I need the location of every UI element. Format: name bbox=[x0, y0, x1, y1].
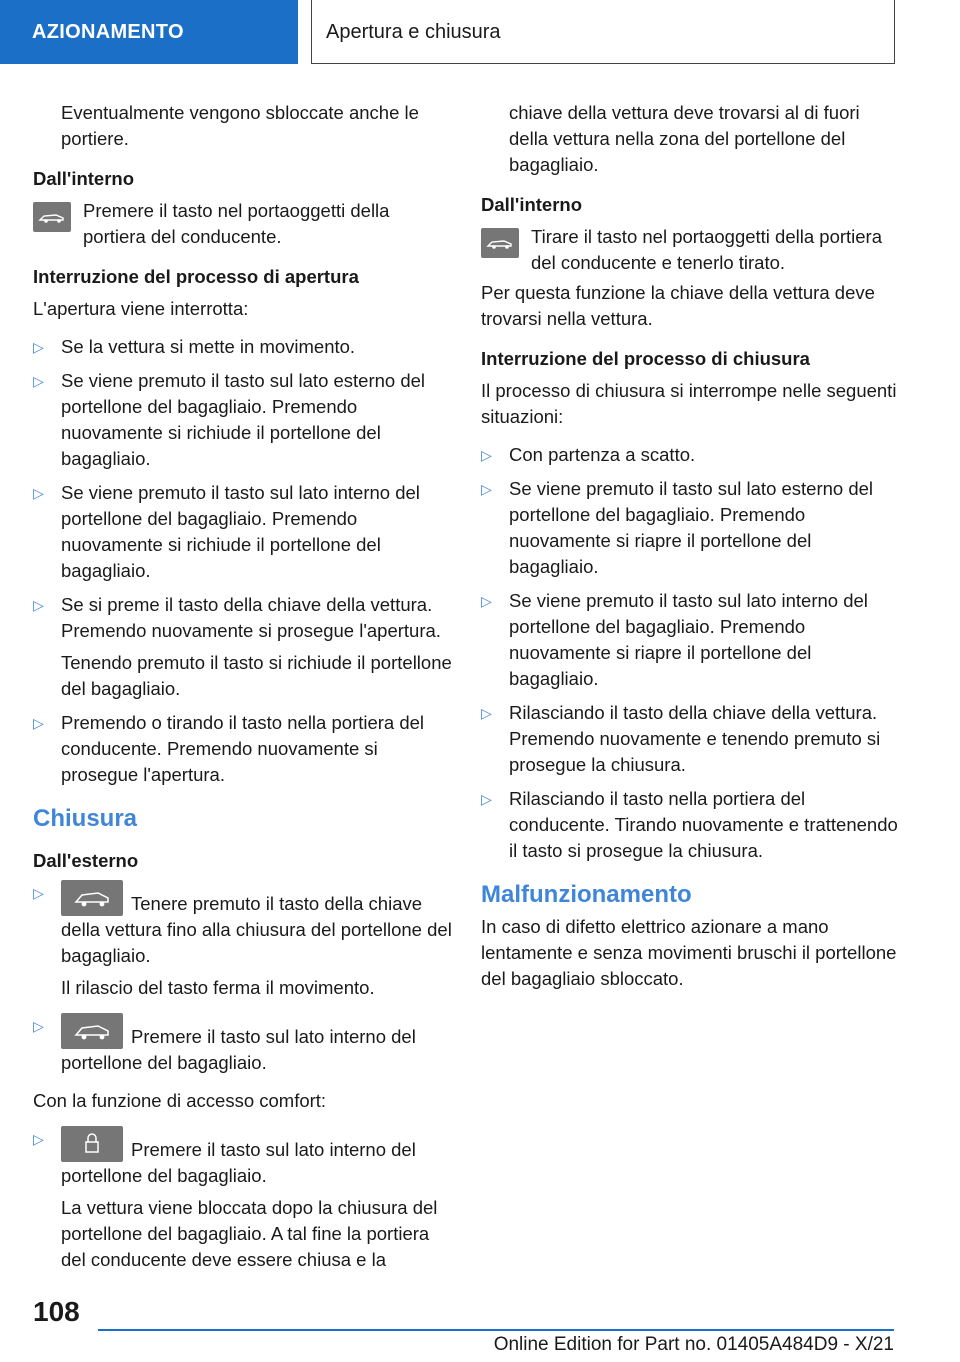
list-item: ▷ Premere il tasto sul lato interno del portellone del bagagliaio. bbox=[33, 1013, 453, 1076]
car-trunk-icon bbox=[481, 228, 519, 258]
triangle-bullet-icon: ▷ bbox=[481, 447, 492, 463]
triangle-bullet-icon: ▷ bbox=[481, 481, 492, 497]
list-item-continuation: Il rilascio del tasto ferma il movimento. bbox=[61, 977, 375, 998]
triangle-bullet-icon: ▷ bbox=[33, 485, 44, 501]
list-item: ▷ Tenere premuto il tasto della chiave della vettura fino alla chiusura del portellone del bagagliaio. Il rilascio del tasto ferma il movimento. bbox=[33, 880, 453, 1001]
car-trunk-icon bbox=[61, 1013, 123, 1049]
list-item: ▷ Con partenza a scatto. bbox=[481, 442, 901, 468]
left-column bbox=[33, 100, 453, 1285]
outside-heading: Dall'esterno bbox=[33, 850, 139, 871]
triangle-bullet-icon: ▷ bbox=[33, 339, 44, 355]
list-item: ▷ Se si preme il tasto della chiave della vettura. Premendo nuovamente si prosegue l'apertura. Tenendo premuto il tasto si richiude il portellone del bagagliaio. bbox=[33, 592, 453, 702]
malfunction-section-title: Malfunzionamento bbox=[481, 881, 692, 908]
triangle-bullet-icon: ▷ bbox=[33, 885, 44, 901]
list-item: ▷ Rilasciando il tasto nella portiera del conducente. Tirando nuovamente e trattenendo il tasto si prosegue la chiusura. bbox=[481, 788, 898, 861]
triangle-bullet-icon: ▷ bbox=[481, 705, 492, 721]
triangle-bullet-icon: ▷ bbox=[33, 1018, 44, 1034]
triangle-bullet-icon: ▷ bbox=[33, 373, 44, 389]
list-item: ▷ Se viene premuto il tasto sul lato interno del portellone del bagagliaio. Premendo nuovamente si richiude il portellone del bagagliaio. bbox=[33, 482, 420, 581]
list-item: ▷ Se viene premuto il tasto sul lato interno del portellone del bagagliaio. Premendo nuovamente si riapre il portellone del bagagliaio. bbox=[481, 590, 868, 689]
triangle-bullet-icon: ▷ bbox=[481, 593, 492, 609]
triangle-bullet-icon: ▷ bbox=[33, 715, 44, 731]
intro-text: Eventualmente vengono sbloccate anche le portiere. bbox=[61, 102, 419, 149]
triangle-bullet-icon: ▷ bbox=[33, 597, 44, 613]
triangle-bullet-icon: ▷ bbox=[481, 791, 492, 807]
section-label: AZIONAMENTO bbox=[0, 0, 298, 64]
interrupt-closing-list bbox=[481, 442, 901, 864]
inside-instruction bbox=[481, 224, 901, 276]
list-item-continuation: Tenendo premuto il tasto si richiude il portellone del bagagliaio. bbox=[61, 652, 452, 699]
edition-label: Online Edition for Part no. 01405A484D9 - X/21 bbox=[493, 1334, 894, 1355]
car-trunk-icon bbox=[61, 880, 123, 916]
list-item: ▷ Premendo o tirando il tasto nella portiera del conducente. Premendo nuovamente si prosegue l'apertura. bbox=[33, 712, 425, 785]
inside-instruction-text: Premere il tasto nel portaoggetti della portiera del conducente. bbox=[83, 200, 390, 247]
triangle-bullet-icon: ▷ bbox=[33, 1131, 44, 1147]
footer-divider bbox=[98, 1329, 894, 1331]
list-item: ▷ Rilasciando il tasto della chiave della vettura. Premendo nuovamente e tenendo premuto si prosegue la chiusura. bbox=[481, 702, 881, 775]
interrupt-closing-heading: Interruzione del processo di chiusura bbox=[481, 348, 810, 369]
list-item: ▷ Se la vettura si mette in movimento. bbox=[33, 334, 453, 360]
list-item-continuation: La vettura viene bloccata dopo la chiusura del portellone del bagagliaio. A tal fine la portiera del conducente deve essere chiusa e la bbox=[61, 1197, 438, 1270]
list-item: ▷ Se viene premuto il tasto sul lato esterno del portellone del bagagliaio. Premendo nuovamente si riapre il portellone del bagagliaio. bbox=[481, 478, 874, 577]
car-trunk-icon bbox=[33, 202, 71, 232]
list-item: ▷ Premere il tasto sul lato interno del portellone del bagagliaio. La vettura viene bloccata dopo la chiusura del portellone del bagagliaio. A tal fine la portiera del conducente deve essere chiusa e la bbox=[33, 1126, 453, 1273]
interrupt-closing-intro: Il processo di chiusura si interrompe nelle seguenti situazioni: bbox=[481, 380, 897, 427]
comfort-intro: Con la funzione di accesso comfort: bbox=[33, 1090, 327, 1111]
inside-heading: Dall'interno bbox=[33, 168, 135, 189]
outside-list bbox=[33, 880, 453, 1076]
inside-heading: Dall'interno bbox=[481, 194, 583, 215]
comfort-list bbox=[33, 1126, 453, 1273]
page-header bbox=[0, 0, 960, 66]
interrupt-opening-heading: Interruzione del processo di apertura bbox=[33, 266, 359, 287]
interrupt-opening-list bbox=[33, 334, 453, 788]
key-note: Per questa funzione la chiave della vettura deve trovarsi nella vettura. bbox=[481, 282, 875, 329]
chapter-title: Apertura e chiusura bbox=[311, 0, 895, 64]
lock-icon bbox=[61, 1126, 123, 1162]
continuation-text: chiave della vettura deve trovarsi al di fuori della vettura nella zona del portellone del bagagliaio. bbox=[509, 102, 860, 175]
inside-instruction bbox=[33, 198, 453, 250]
list-item: ▷ Se viene premuto il tasto sul lato esterno del portellone del bagagliaio. Premendo nuovamente si richiude il portellone del bagagliaio. bbox=[33, 370, 426, 469]
right-column bbox=[481, 100, 901, 992]
interrupt-opening-intro: L'apertura viene interrotta: bbox=[33, 298, 249, 319]
malfunction-text: In caso di difetto elettrico azionare a mano lentamente e senza movimenti bruschi il portellone del bagagliaio sbloccato. bbox=[481, 916, 897, 989]
page-number: 108 bbox=[33, 1296, 80, 1327]
inside-instruction-text: Tirare il tasto nel portaoggetti della portiera del conducente e tenerlo tirato. bbox=[531, 226, 883, 273]
closing-section-title: Chiusura bbox=[33, 805, 138, 832]
